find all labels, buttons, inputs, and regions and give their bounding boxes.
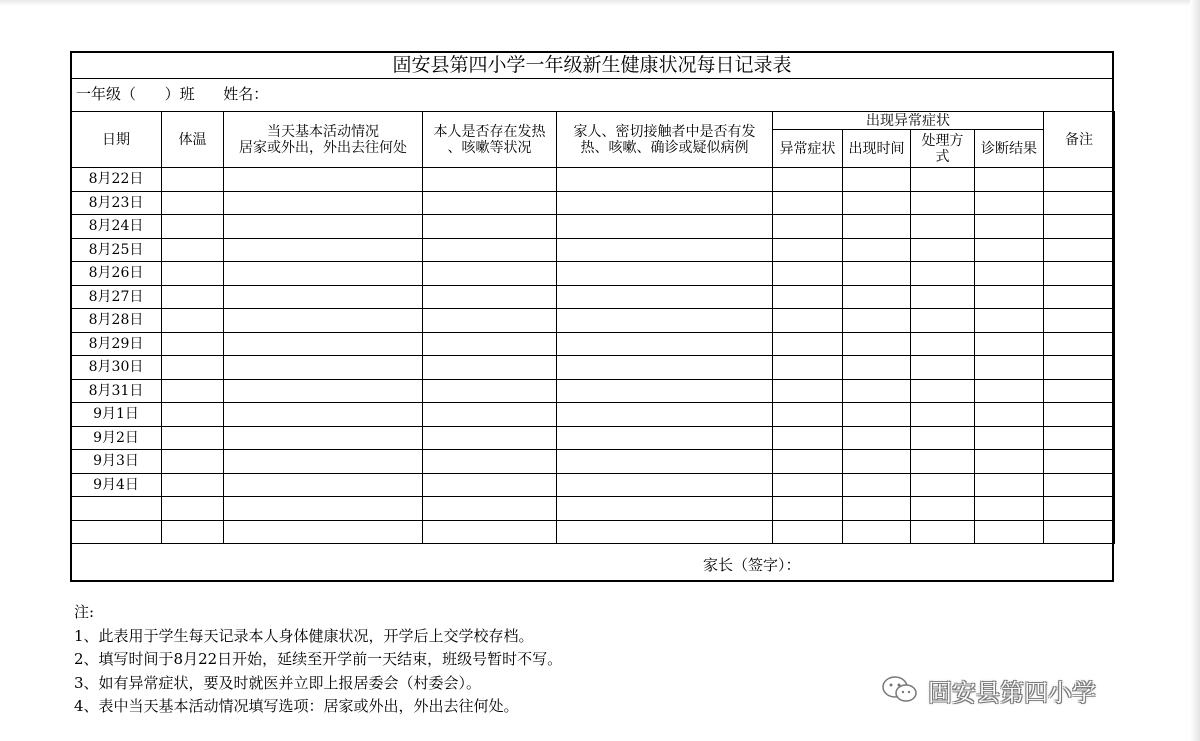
date-cell: 8月26日 [71, 262, 162, 286]
table-cell [911, 262, 975, 286]
header-fever-line2: 、咳嗽等状况 [447, 139, 532, 156]
table-cell [773, 450, 843, 474]
table-cell [162, 309, 224, 333]
table-cell [423, 309, 557, 333]
table-cell [423, 285, 557, 309]
table-cell [557, 309, 773, 333]
table-row [71, 191, 1115, 215]
table-cell [1044, 520, 1115, 544]
table-cell [1044, 379, 1115, 403]
table-row [71, 450, 1115, 474]
date-cell: 8月27日 [71, 285, 162, 309]
header-remarks: 备注 [1044, 112, 1115, 168]
table-cell [423, 332, 557, 356]
note-item: 3、如有异常症状，要及时就医并立即上报居委会（村委会）。 [74, 673, 482, 692]
table-cell [557, 238, 773, 262]
table-cell [224, 426, 423, 450]
date-cell: 9月1日 [71, 403, 162, 427]
table-cell [162, 285, 224, 309]
table-cell [911, 450, 975, 474]
table-cell [975, 473, 1044, 497]
table-cell [162, 403, 224, 427]
date-cell: 8月24日 [71, 215, 162, 239]
table-cell [1044, 450, 1115, 474]
table-cell [423, 191, 557, 215]
table-cell [557, 191, 773, 215]
header-onset-time: 出现时间 [843, 130, 911, 168]
table-cell [911, 497, 975, 521]
table-cell [224, 332, 423, 356]
header-temperature: 体温 [162, 112, 224, 168]
notes-title: 注: [74, 603, 95, 621]
page-right-edge [1190, 0, 1200, 741]
table-row [71, 285, 1115, 309]
note-item: 1、此表用于学生每天记录本人身体健康状况，开学后上交学校存档。 [74, 626, 534, 645]
table-cell [975, 191, 1044, 215]
table-cell [224, 497, 423, 521]
table-cell [843, 309, 911, 333]
table-row [71, 262, 1115, 286]
table-cell [557, 215, 773, 239]
table-row [71, 215, 1115, 239]
table-cell [975, 497, 1044, 521]
table-cell [557, 285, 773, 309]
header-contacts-line2: 热、咳嗽、确诊或疑似病例 [580, 139, 749, 156]
table-cell [773, 379, 843, 403]
table-cell [843, 520, 911, 544]
table-cell [911, 332, 975, 356]
header-activity [224, 112, 423, 168]
table-cell [162, 450, 224, 474]
table-cell [162, 426, 224, 450]
table-cell [423, 473, 557, 497]
table-cell [911, 426, 975, 450]
table-cell [224, 379, 423, 403]
table-cell [557, 426, 773, 450]
table-cell [911, 379, 975, 403]
table-cell [1044, 473, 1115, 497]
page-top-edge [0, 0, 1200, 6]
table-cell [975, 262, 1044, 286]
table-cell [911, 168, 975, 192]
table-cell [911, 238, 975, 262]
table-cell [224, 238, 423, 262]
table-cell [975, 238, 1044, 262]
header-fever [423, 112, 557, 168]
date-cell [71, 520, 162, 544]
table-cell [975, 450, 1044, 474]
date-cell: 8月23日 [71, 191, 162, 215]
table-cell [224, 473, 423, 497]
header-handling-line1: 处理方 [921, 132, 964, 149]
table-cell [975, 379, 1044, 403]
parent-signature-label: 家长（签字）： [703, 556, 801, 574]
table-cell [975, 168, 1044, 192]
table-cell [911, 191, 975, 215]
table-cell [224, 356, 423, 380]
table-cell [911, 403, 975, 427]
date-cell: 8月28日 [71, 309, 162, 333]
table-cell [975, 520, 1044, 544]
table-cell [843, 497, 911, 521]
table-cell [162, 191, 224, 215]
header-abnormal-group: 出现异常症状 [773, 112, 1044, 130]
table-cell [162, 215, 224, 239]
table-cell [843, 426, 911, 450]
table-cell [224, 168, 423, 192]
table-cell [1044, 191, 1115, 215]
table-cell [773, 309, 843, 333]
header-handling-line2: 式 [935, 148, 950, 165]
table-cell [773, 168, 843, 192]
table-cell [224, 191, 423, 215]
table-cell [557, 403, 773, 427]
table-cell [224, 262, 423, 286]
table-cell [911, 285, 975, 309]
table-cell [911, 309, 975, 333]
date-cell: 9月4日 [71, 473, 162, 497]
table-cell [162, 473, 224, 497]
table-cell [911, 215, 975, 239]
wechat-icon [880, 674, 920, 706]
table-cell [557, 520, 773, 544]
table-cell [1044, 238, 1115, 262]
table-cell [162, 356, 224, 380]
table-cell [423, 379, 557, 403]
table-cell [162, 262, 224, 286]
header-activity-line2: 居家或外出，外出去往何处 [239, 139, 407, 156]
table-cell [975, 356, 1044, 380]
table-cell [224, 450, 423, 474]
date-cell: 8月29日 [71, 332, 162, 356]
table-cell [911, 520, 975, 544]
date-cell: 8月31日 [71, 379, 162, 403]
table-row [71, 520, 1115, 544]
table-row [71, 168, 1115, 192]
note-item: 2、填写时间于8月22日开始，延续至开学前一天结束，班级号暂时不写。 [74, 650, 563, 668]
table-cell [843, 473, 911, 497]
table-cell [911, 356, 975, 380]
header-activity-line1: 当天基本活动情况 [267, 123, 379, 140]
table-cell [1044, 262, 1115, 286]
table-cell [1044, 403, 1115, 427]
title-divider [72, 78, 1112, 79]
table-cell [423, 426, 557, 450]
table-cell [1044, 356, 1115, 380]
table-cell [975, 403, 1044, 427]
table-cell [224, 285, 423, 309]
signature-row [72, 547, 1112, 580]
header-fever-line1: 本人是否存在发热 [433, 123, 546, 140]
table-cell [843, 356, 911, 380]
date-cell: 9月3日 [71, 450, 162, 474]
notes-section [74, 601, 562, 719]
table-cell [773, 215, 843, 239]
table-cell [162, 168, 224, 192]
table-cell [843, 262, 911, 286]
table-row [71, 332, 1115, 356]
table-cell [843, 191, 911, 215]
table-cell [773, 356, 843, 380]
table-cell [1044, 168, 1115, 192]
table-cell [843, 285, 911, 309]
table-cell [423, 450, 557, 474]
table-cell [1044, 497, 1115, 521]
table-cell [557, 332, 773, 356]
table-cell [773, 426, 843, 450]
table-cell [162, 379, 224, 403]
header-contacts [557, 112, 773, 168]
table-row [71, 426, 1115, 450]
wechat-watermark [880, 670, 1096, 710]
table-cell [773, 191, 843, 215]
table-cell [423, 520, 557, 544]
table-cell [423, 497, 557, 521]
header-date: 日期 [71, 112, 162, 168]
table-row [71, 379, 1115, 403]
table-cell [224, 215, 423, 239]
table-cell [557, 497, 773, 521]
table-cell [423, 238, 557, 262]
date-cell [71, 497, 162, 521]
table-cell [1044, 426, 1115, 450]
table-cell [843, 332, 911, 356]
table-row [71, 403, 1115, 427]
table-cell [773, 473, 843, 497]
date-cell: 8月25日 [71, 238, 162, 262]
table-cell [975, 426, 1044, 450]
table-cell [911, 473, 975, 497]
table-cell [1044, 285, 1115, 309]
table-cell [975, 285, 1044, 309]
table-cell [1044, 332, 1115, 356]
table-cell [773, 262, 843, 286]
table-cell [423, 262, 557, 286]
table-cell [557, 168, 773, 192]
table-cell [162, 332, 224, 356]
table-cell [557, 379, 773, 403]
table-cell [557, 356, 773, 380]
date-cell: 9月2日 [71, 426, 162, 450]
table-cell [843, 168, 911, 192]
date-cell: 8月30日 [71, 356, 162, 380]
table-cell [773, 332, 843, 356]
table-cell [843, 403, 911, 427]
table-cell [773, 285, 843, 309]
table-cell [423, 168, 557, 192]
table-cell [162, 520, 224, 544]
table-cell [843, 450, 911, 474]
table-cell [975, 332, 1044, 356]
table-cell [423, 215, 557, 239]
table-row [71, 238, 1115, 262]
table-cell [224, 309, 423, 333]
header-handling [911, 130, 975, 168]
date-cell: 8月22日 [71, 168, 162, 192]
table-cell [162, 238, 224, 262]
table-cell [975, 309, 1044, 333]
header-diagnosis: 诊断结果 [975, 130, 1044, 168]
table-cell [843, 238, 911, 262]
class-name-line: 一年级（ ）班 姓名： [76, 85, 269, 103]
table-cell [162, 497, 224, 521]
table-cell [1044, 215, 1115, 239]
table-cell [773, 520, 843, 544]
table-row [71, 309, 1115, 333]
header-contacts-line1: 家人、密切接触者中是否有发 [573, 123, 756, 140]
table-row [71, 356, 1115, 380]
note-item: 4、表中当天基本活动情况填写选项：居家或外出，外出去往何处。 [74, 697, 519, 715]
table-cell [224, 403, 423, 427]
table-cell [843, 215, 911, 239]
table-row [71, 497, 1115, 521]
table-cell [557, 450, 773, 474]
table-cell [1044, 309, 1115, 333]
watermark-text: 固安县第四小学 [928, 678, 1096, 707]
table-cell [423, 403, 557, 427]
table-cell [843, 379, 911, 403]
table-row [71, 473, 1115, 497]
health-record-table [70, 111, 1115, 544]
table-cell [773, 497, 843, 521]
table-cell [773, 238, 843, 262]
table-cell [975, 215, 1044, 239]
table-cell [557, 473, 773, 497]
table-cell [773, 403, 843, 427]
header-symptom: 异常症状 [773, 130, 843, 168]
table-cell [224, 520, 423, 544]
form-title: 固安县第四小学一年级新生健康状况每日记录表 [392, 54, 792, 76]
table-cell [557, 262, 773, 286]
table-cell [423, 356, 557, 380]
